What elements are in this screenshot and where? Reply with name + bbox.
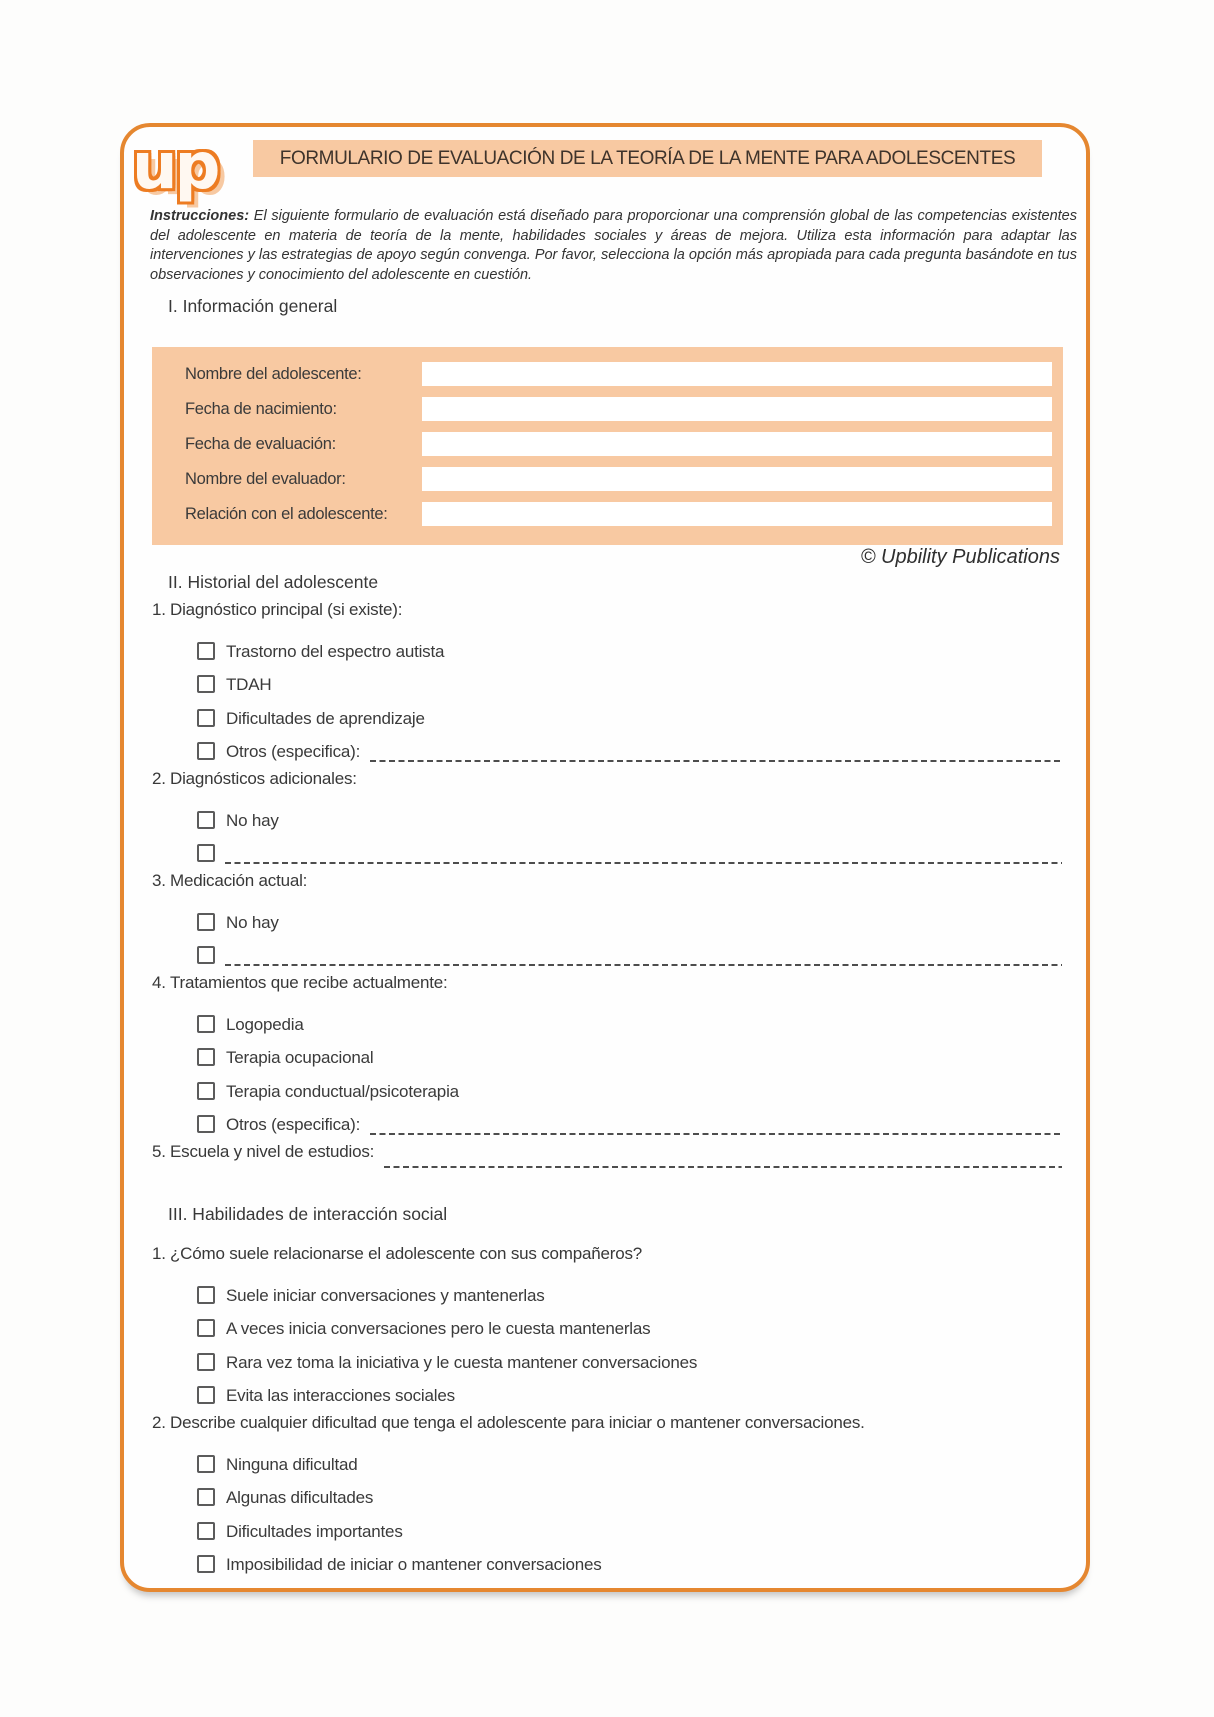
- option-row: [152, 702, 1064, 736]
- evaluator-name-input[interactable]: [422, 467, 1052, 491]
- evaluation-date-input[interactable]: [422, 432, 1052, 456]
- write-in-line[interactable]: [370, 1133, 1062, 1135]
- instructions-body: El siguiente formulario de evaluación está diseñado para proporcionar una comprensión global de las competencias existentes del adolescente en materia de teoría de la mente, habilidades sociales y áreas de mejora. Utiliza esta información para adaptar las intervenciones y las estrategias de apoyo según convenga. Por favor, selecciona la opción más apropiada para cada pregunta basándote en tus observaciones y conocimiento del adolescente en cuestión.: [150, 208, 1077, 284]
- option-row: [152, 940, 1064, 974]
- question-text: Medicación actual:: [170, 871, 308, 890]
- section-title-general: I. Información general: [168, 296, 338, 316]
- instructions-label: Instrucciones:: [150, 208, 250, 224]
- question-text: Diagnósticos adicionales:: [170, 769, 357, 788]
- instructions-paragraph: [150, 207, 1077, 286]
- checkbox-other-treatment[interactable]: [197, 1115, 215, 1133]
- option-label: Imposibilidad de iniciar o mantener conversaciones: [226, 1555, 602, 1575]
- option-label: Evita las interacciones sociales: [226, 1386, 455, 1406]
- checkbox-no-difficulty[interactable]: [197, 1455, 215, 1473]
- info-row: [152, 467, 1063, 502]
- write-in-line[interactable]: [370, 760, 1062, 762]
- checkbox-initiates-conversations[interactable]: [197, 1286, 215, 1304]
- question-number: 5.: [152, 1142, 166, 1161]
- option-row: [152, 838, 1064, 872]
- checkbox-other-diagnosis[interactable]: [197, 742, 215, 760]
- question-number: 2.: [152, 1413, 166, 1432]
- question-row: [152, 769, 1064, 804]
- option-label: Otros (especifica):: [226, 1115, 361, 1135]
- evaluation-date-label: Fecha de evaluación:: [185, 435, 336, 453]
- question-number: 4.: [152, 973, 166, 992]
- checkbox-avoids-interactions[interactable]: [197, 1386, 215, 1404]
- option-label: Dificultades de aprendizaje: [226, 708, 425, 728]
- checkbox-occupational-therapy[interactable]: [197, 1048, 215, 1066]
- option-row: [152, 1313, 1064, 1347]
- option-row: [152, 1482, 1064, 1516]
- question-row: [152, 1413, 1064, 1448]
- checkbox-sometimes-initiates[interactable]: [197, 1319, 215, 1337]
- question-number: 1.: [152, 1244, 166, 1263]
- questions-area: [152, 572, 1064, 1582]
- checkbox-no-medication[interactable]: [197, 913, 215, 931]
- checkbox-tdah[interactable]: [197, 675, 215, 693]
- form-card: [120, 123, 1090, 1592]
- question-row: [152, 600, 1064, 635]
- write-in-line[interactable]: [384, 1166, 1062, 1168]
- write-in-line[interactable]: [225, 964, 1062, 966]
- form-title-band: [253, 140, 1042, 177]
- info-row: [152, 432, 1063, 467]
- checkbox-medication-other[interactable]: [197, 946, 215, 964]
- option-row: [152, 1075, 1064, 1109]
- option-row: [152, 1380, 1064, 1414]
- option-row: [152, 736, 1064, 770]
- option-label: Ninguna dificultad: [226, 1454, 358, 1474]
- option-label: No hay: [226, 912, 279, 932]
- option-row: [152, 1109, 1064, 1143]
- option-label: Logopedia: [226, 1014, 304, 1034]
- option-row: [152, 804, 1064, 838]
- question-text: Describe cualquier dificultad que tenga el adolescente para iniciar o mantener conversaciones.: [170, 1413, 865, 1432]
- question-row: [152, 1244, 1064, 1279]
- info-row: [152, 362, 1063, 397]
- option-row: [152, 1279, 1064, 1313]
- option-row: [152, 669, 1064, 703]
- birth-date-input[interactable]: [422, 397, 1052, 421]
- option-row: [152, 1042, 1064, 1076]
- option-label: Dificultades importantes: [226, 1521, 403, 1541]
- checkbox-learning-difficulties[interactable]: [197, 709, 215, 727]
- question-text: Diagnóstico principal (si existe):: [170, 600, 403, 619]
- question-number: 1.: [152, 600, 166, 619]
- option-label: Suele iniciar conversaciones y mantenerlas: [226, 1285, 545, 1305]
- question-row: [152, 973, 1064, 1008]
- checkbox-inability-conversations[interactable]: [197, 1555, 215, 1573]
- checkbox-no-additional-diagnosis[interactable]: [197, 811, 215, 829]
- question-number: 3.: [152, 871, 166, 890]
- question-text: ¿Cómo suele relacionarse el adolescente con sus compañeros?: [170, 1244, 643, 1263]
- option-label: Algunas dificultades: [226, 1488, 374, 1508]
- student-name-input[interactable]: [422, 362, 1052, 386]
- option-row: [152, 1346, 1064, 1380]
- birth-date-label: Fecha de nacimiento:: [185, 400, 337, 418]
- option-label: Terapia ocupacional: [226, 1048, 374, 1068]
- option-label: A veces inicia conversaciones pero le cuesta mantenerlas: [226, 1319, 651, 1339]
- question-row: [152, 1142, 1064, 1177]
- checkbox-important-difficulties[interactable]: [197, 1522, 215, 1540]
- checkbox-behavioral-therapy[interactable]: [197, 1082, 215, 1100]
- option-row: [152, 635, 1064, 669]
- question-number: 2.: [152, 769, 166, 788]
- evaluator-name-label: Nombre del evaluador:: [185, 470, 346, 488]
- upbility-logo: up: [132, 130, 218, 204]
- option-label: No hay: [226, 810, 279, 830]
- write-in-line[interactable]: [225, 862, 1062, 864]
- option-row: [152, 1515, 1064, 1549]
- checkbox-autism[interactable]: [197, 642, 215, 660]
- option-label: Rara vez toma la iniciativa y le cuesta mantener conversaciones: [226, 1352, 698, 1372]
- student-name-label: Nombre del adolescente:: [185, 365, 362, 383]
- option-label: Terapia conductual/psicoterapia: [226, 1081, 459, 1101]
- relationship-input[interactable]: [422, 502, 1052, 526]
- relationship-label: Relación con el adolescente:: [185, 505, 388, 523]
- question-text: Tratamientos que recibe actualmente:: [170, 973, 448, 992]
- option-label: Otros (especifica):: [226, 742, 361, 762]
- option-row: [152, 1549, 1064, 1583]
- copyright-notice: © Upbility Publications: [860, 546, 1060, 568]
- option-label: Trastorno del espectro autista: [226, 641, 445, 661]
- section-title-history: II. Historial del adolescente: [168, 572, 379, 592]
- section-title-social: III. Habilidades de interacción social: [168, 1204, 448, 1224]
- option-row: [152, 1448, 1064, 1482]
- general-info-box: [152, 347, 1063, 545]
- option-label: TDAH: [226, 675, 272, 695]
- checkbox-additional-diagnosis-other[interactable]: [197, 844, 215, 862]
- option-row: [152, 906, 1064, 940]
- checkbox-some-difficulties[interactable]: [197, 1488, 215, 1506]
- question-row: [152, 871, 1064, 906]
- form-title: FORMULARIO DE EVALUACIÓN DE LA TEORÍA DE LA MENTE PARA ADOLESCENTES: [279, 147, 1016, 169]
- info-row: [152, 397, 1063, 432]
- info-row: [152, 502, 1063, 537]
- checkbox-speech-therapy[interactable]: [197, 1015, 215, 1033]
- question-text: Escuela y nivel de estudios:: [170, 1142, 375, 1161]
- checkbox-rarely-initiates[interactable]: [197, 1353, 215, 1371]
- option-row: [152, 1008, 1064, 1042]
